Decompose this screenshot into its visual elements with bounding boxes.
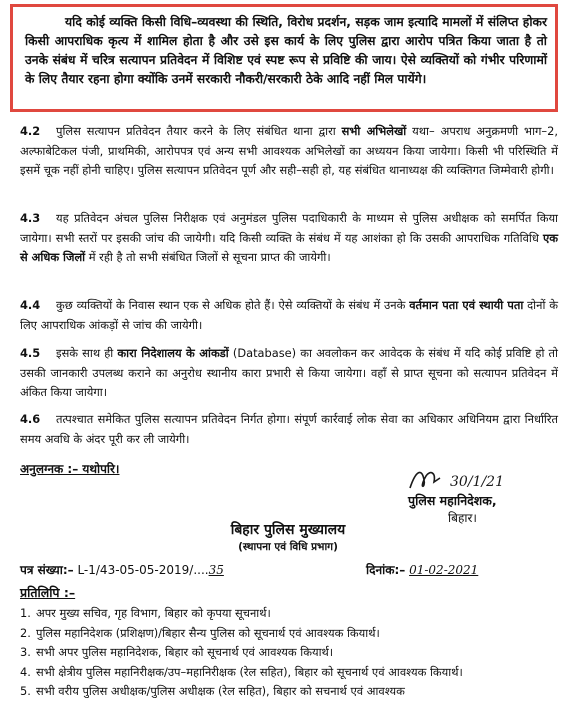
- list-item-number: 1.: [20, 606, 31, 620]
- paragraph-4-3: [20, 209, 558, 268]
- paragraph-4-4: [20, 296, 558, 335]
- paragraph-text: इसके साथ ही: [56, 346, 118, 360]
- paragraph-text: तत्पश्चात समेकित पुलिस सत्यापन प्रतिवेदन निर्गत होगा। संपूर्ण कार्रवाई लोक सेवा का अधिकार अधिनियम द्वारा निर्धारित समय अवधि के अंदर पूरी कर ली जायेगी।: [20, 412, 558, 446]
- paragraph-bold: वर्तमान पता एवं स्थायी पता: [409, 298, 524, 312]
- copy-to-list: [20, 604, 560, 702]
- date-handwritten: 01-02-2021: [409, 563, 479, 577]
- enclosure-note: अनुलग्नक :– यथोपरि।: [20, 462, 120, 476]
- letter-date: [366, 561, 478, 578]
- list-item-text: सभी अपर पुलिस महानिदेशक, बिहार को सूचनार्थ एवं आवश्यक कियार्थ।: [36, 645, 334, 659]
- warning-text: यदि कोई व्यक्ति किसी विधि–व्यवस्था की स्थिति, विरोध प्रदर्शन, सड़क जाम इत्यादि मामलों में संलिप्त होकर किसी आपराधिक कृत्य में शामिल होता है और उसे इस कार्य के लिए पुलिस द्वारा आरोप पत्रित किया जाता है तो उनके संबंध में चरित्र सत्यापन प्रतिवेदन में विशिष्ट एवं स्पष्ट रूप से प्रविष्टि की जाय। ऐसे व्यक्तियों को गंभीर परिणामों के लिए तैयार रहना होगा क्योंकि उनमें सरकारी नौकरी/सरकारी ठेके आदि नहीं मिल पायेंगे।: [25, 15, 547, 86]
- letter-number-handwritten: 35: [208, 563, 224, 577]
- paragraph-bold: सभी अभिलेखों: [341, 124, 407, 138]
- office-subtitle: (स्थापना एवं विधि प्रभाग): [238, 541, 338, 553]
- paragraph-bold: कारा निदेशालय के आंकडों: [117, 346, 229, 360]
- date-label: दिनांक:–: [366, 563, 406, 577]
- letter-number: [20, 561, 224, 578]
- list-item-number: 2.: [20, 625, 31, 640]
- paragraph-4-6: [20, 410, 558, 449]
- list-item-number: 4.: [20, 664, 31, 679]
- paragraph-text: कुछ व्यक्तियों के निवास स्थान एक से अधिक होते हैं। ऐसे व्यक्तियों के संबंध में उनके: [56, 298, 410, 312]
- paragraph-number: 4.2: [20, 124, 41, 138]
- warning-box: [10, 4, 558, 112]
- paragraph-text: में रही है तो सभी संबंधित जिलों से सूचना प्राप्त की जायेगी।: [85, 250, 331, 264]
- list-item-text: सभी क्षेत्रीय पुलिस महानिरीक्षक/उप–महानिरीक्षक (रेल सहित), बिहार को सूचनार्थ एवं आवश्यक कियार्थ।: [36, 664, 463, 679]
- paragraph-text: पुलिस सत्यापन प्रतिवेदन तैयार करने के लिए संबंधित थाना द्वारा: [56, 124, 342, 138]
- paragraph-bold: एक से अधिक जिलों: [20, 230, 558, 264]
- letter-number-value: L-1/43-05-05-2019/....: [77, 563, 209, 577]
- paragraph-4-2: [20, 122, 558, 181]
- list-item: [20, 682, 560, 702]
- list-item-number: 5.: [20, 684, 31, 698]
- list-item-number: 3.: [20, 645, 31, 659]
- list-item-text: अपर मुख्य सचिव, गृह विभाग, बिहार को कृपया सूचनार्थ।: [36, 606, 271, 620]
- list-item: [20, 643, 560, 663]
- paragraph-text: (Database) का अवलोकन कर आवेदक के संबंध में यदि कोई प्रविष्टि हो तो उसकी जानकारी उपलब्ध कराने का अनुरोध स्थानीय कारा प्रभारी से किया जायेगा। वहाँ से प्राप्त सूचना को सत्यापन प्रतिवेदन में अंकित किया जायेगा।: [20, 346, 559, 399]
- paragraph-text: यथा– अपराध अनुक्रमणी भाग–2, अल्फाबेटिकल पंजी, प्राथमिकी, आरोपपत्र एवं अन्य सभी आवश्यक अभिलेखों का अध्ययन किया जायेगा। किसी भी परिस्थिति में इसमें चूक नहीं होनी चाहिए। पुलिस सत्यापन प्रतिवेदन पूर्ण और सही–सही हो, यह संबंधित थानाध्यक्ष की व्यक्तिगत जिम्मेवारी होगी।: [20, 124, 558, 177]
- signatory-designation: पुलिस महानिदेशक,: [408, 493, 497, 508]
- signature-date: 30/1/21: [450, 474, 504, 490]
- paragraph-number: 4.6: [20, 412, 41, 426]
- paragraph-number: 4.5: [20, 346, 41, 360]
- paragraph-number: 4.4: [20, 298, 41, 312]
- copy-to-heading: प्रतिलिपि :–: [20, 585, 76, 600]
- list-item: [20, 604, 560, 624]
- paragraph-text: दोनों के लिए आपराधिक आंकड़ों से जांच की जायेगी।: [20, 298, 558, 332]
- list-item-text: सभी वरीय पुलिस अधीक्षक/पुलिस अधीक्षक (रेल सहित), बिहार को सचनार्थ एवं आवश्यक: [36, 684, 405, 698]
- signatory-state: बिहार।: [448, 511, 477, 525]
- list-item-text: पुलिस महानिदेशक (प्रशिक्षण)/बिहार सैन्य पुलिस को सूचनार्थ एवं आवश्यक कियार्थ।: [36, 625, 380, 640]
- paragraph-number: 4.3: [20, 211, 41, 225]
- list-item: [20, 663, 560, 683]
- paragraph-text: यह प्रतिवेदन अंचल पुलिस निरीक्षक एवं अनुमंडल पुलिस पदाधिकारी के माध्यम से पुलिस अधीक्षक को समर्पित किया जायेगा। सभी स्तरों पर इसकी जांच की जायेगी। यदि किसी व्यक्ति के संबंध में यह आशंका हो कि उसकी आपराधिक गतिविधि: [20, 211, 558, 245]
- list-item: [20, 624, 560, 644]
- letter-number-label: पत्र संख्या:–: [20, 563, 74, 577]
- paragraph-4-5: [20, 344, 558, 403]
- office-title: बिहार पुलिस मुख्यालय: [230, 522, 346, 538]
